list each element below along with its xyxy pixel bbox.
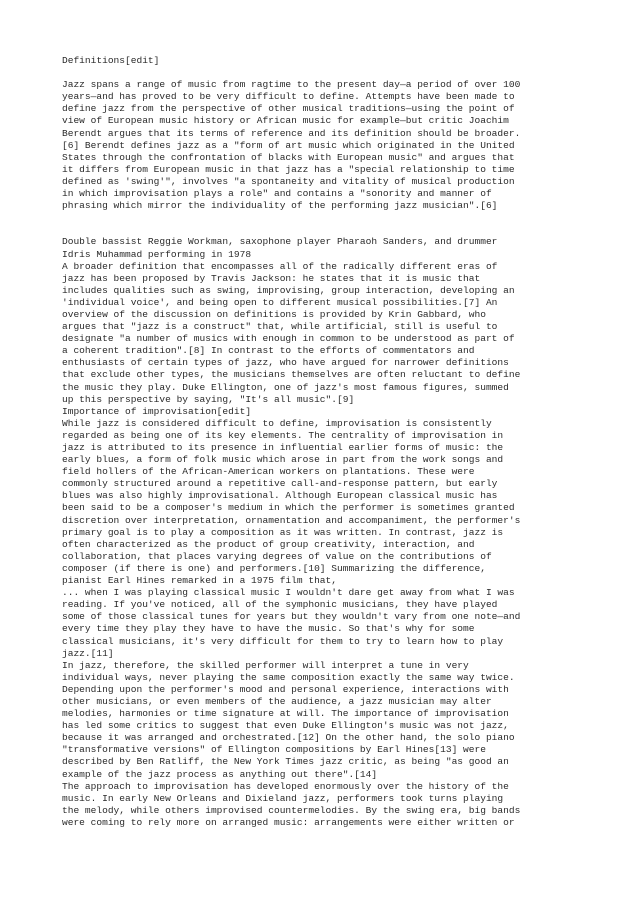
section-heading-improvisation: Importance of improvisation[edit] [62, 405, 252, 417]
spacer [62, 67, 582, 79]
text-line: phrasing which mirror the individuality of the performing jazz musician".[6] [62, 200, 498, 212]
text-line: enthusiasts of certain types of jazz, who have argued for narrower definitions [62, 357, 509, 369]
text-line: The approach to improvisation has developed enormously over the history of the [62, 780, 509, 792]
text-line: jazz is attributed to its presence in influential earlier forms of music: the [62, 442, 504, 453]
text-line: includes qualities such as swing, improvising, group interaction, developing an [62, 284, 515, 296]
spacer [62, 212, 582, 224]
text-line: up this perspective by saying, "It's all music".[9] [62, 393, 355, 405]
text-line: the music they play. Duke Ellington, one of jazz's most famous figures, summed [62, 381, 509, 393]
text-line: early blues, a form of folk music which arose in part from the work songs and [62, 454, 504, 466]
paragraph-definition [62, 79, 582, 212]
block-quote-hines [62, 587, 582, 660]
text-line: reading. If you've noticed, all of the symphonic musicians, they have played [62, 599, 498, 611]
text-line: defined as 'swing'", involves "a spontaneity and vitality of musical production [62, 175, 515, 187]
text-line: because it was arranged and orchestrated.[12] On the other hand, the solo piano [62, 732, 515, 744]
text-line: were coming to rely more on arranged music: arrangements were either written or [62, 816, 515, 828]
text-line: every time they play they have to have the music. So that's why for some [62, 623, 475, 635]
text-line: view of European music history or African music for example—but critic Joachim [62, 115, 509, 127]
text-line: blues was also highly improvisational. Although European classical music has [62, 490, 498, 502]
text-line: While jazz is considered difficult to define, improvisation is consistently [62, 417, 492, 429]
text-line: 'individual voice', and being open to different musical possibilities.[7] An [62, 296, 498, 308]
text-line: "transformative versions" of Ellington compositions by Earl Hines[13] were [62, 744, 486, 756]
text-line: Berendt argues that its terms of reference and its definition should be broader. [62, 127, 521, 139]
text-line: has led some critics to suggest that even Duke Ellington's music was not jazz, [62, 720, 509, 732]
text-line: pianist Earl Hines remarked in a 1975 film that, [62, 575, 337, 587]
text-line: jazz.[11] [62, 647, 114, 659]
text-line: years—and has proved to be very difficult to define. Attempts have been made to [62, 91, 515, 103]
text-line: Idris Muhammad performing in 1978 [62, 248, 252, 260]
text-line: collaboration, that places varying degrees of value on the contributions of [62, 550, 492, 562]
document-body [62, 55, 582, 829]
text-line: example of the jazz process as anything out there".[14] [62, 768, 378, 780]
text-line: Double bassist Reggie Workman, saxophone player Pharaoh Sanders, and drummer [62, 236, 498, 248]
text-line: discretion over interpretation, ornamentation and accompaniment, the performer's [62, 514, 521, 526]
text-line: States through the confrontation of blacks with European music" and argues that [62, 151, 515, 163]
text-line: other musicians, or even members of the audience, a jazz musician may alter [62, 695, 492, 707]
text-line: classical musicians, it's very difficult for them to try to learn how to play [62, 635, 504, 647]
section-heading-definitions: Definitions[edit] [62, 55, 160, 66]
text-line: it differs from European music in that jazz has a "special relationship to time [62, 163, 515, 175]
paragraph-approach [62, 781, 582, 829]
paragraph-broader-definition [62, 261, 582, 406]
text-line: a coherent tradition".[8] In contrast to the efforts of commentators and [62, 345, 475, 357]
text-line: Jazz spans a range of music from ragtime to the present day—a period of over 100 [62, 79, 521, 91]
paragraph-improvisation [62, 418, 582, 587]
text-line: the melody, while others improvised countermelodies. By the swing era, big bands [62, 804, 521, 816]
spacer [62, 224, 582, 236]
text-line: commonly structured around a repetitive call-and-response pattern, but early [62, 478, 498, 490]
image-caption [62, 236, 582, 260]
text-line: [6] Berendt defines jazz as a "form of art music which originated in the United [62, 139, 515, 151]
text-line: ... when I was playing classical music I wouldn't dare get away from what I was [62, 587, 515, 599]
text-line: primary goal is to play a composition as it was written. In contrast, jazz is [62, 526, 504, 538]
text-line: that exclude other types, the musicians themselves are often reluctant to define [62, 369, 521, 381]
text-line: often characterized as the product of group creativity, interaction, and [62, 538, 475, 550]
text-line: overview of the discussion on definitions is provided by Krin Gabbard, who [62, 308, 486, 320]
text-line: define jazz from the perspective of other musical traditions—using the point of [62, 103, 515, 115]
text-line: Depending upon the performer's mood and personal experience, interactions with [62, 683, 509, 695]
text-line: composer (if there is one) and performers.[10] Summarizing the difference, [62, 562, 486, 574]
text-line: jazz has been proposed by Travis Jackson: he states that it is music that [62, 272, 481, 284]
text-line: described by Ben Ratliff, the New York Times jazz critic, as being "as good an [62, 756, 509, 768]
text-line: some of those classical tunes for years but they wouldn't vary from one note—and [62, 611, 521, 623]
text-line: music. In early New Orleans and Dixieland jazz, performers took turns playing [62, 792, 504, 804]
text-line: regarded as being one of its key elements. The centrality of improvisation in [62, 429, 504, 441]
text-line: field hollers of the African-American workers on plantations. These were [62, 466, 475, 478]
text-line: been said to be a composer's medium in which the performer is sometimes granted [62, 502, 515, 514]
text-line: In jazz, therefore, the skilled performer will interpret a tune in very [62, 659, 469, 671]
text-line: A broader definition that encompasses all of the radically different eras of [62, 260, 498, 272]
paragraph-skilled-performer [62, 660, 582, 781]
text-line: in which improvisation plays a role" and contains a "sonority and manner of [62, 188, 492, 200]
text-line: designate "a number of musics with enough in common to be understood as part of [62, 333, 515, 345]
text-line: melodies, harmonies or time signature at will. The importance of improvisation [62, 708, 509, 720]
text-line: individual ways, never playing the same composition exactly the same way twice. [62, 671, 515, 683]
text-line: argues that "jazz is a construct" that, while artificial, still is useful to [62, 321, 498, 333]
